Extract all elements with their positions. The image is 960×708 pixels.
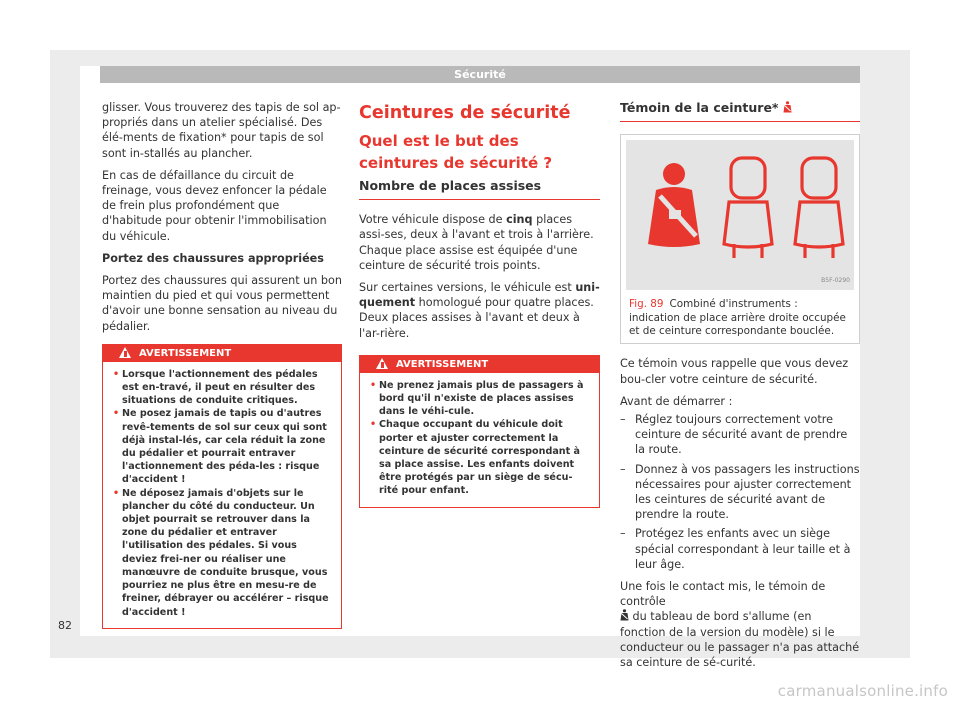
paragraph: Ce témoin vous rappelle que vous devez bou-cler votre ceinture de sécurité. [620, 357, 849, 386]
page-number: 82 [58, 619, 72, 632]
warning-list [103, 368, 341, 619]
instruction-list [620, 412, 860, 572]
paragraph: Avant de démarrer : [620, 394, 733, 408]
list-item: – Protégez les enfants avec un siège spécial correspondant à leur taille et à leur âge. [620, 526, 860, 572]
watermark: carmanualsonline.info [777, 682, 948, 700]
list-item: – Réglez toujours correctement votre ceinture de sécurité avant de prendre la route. [620, 412, 860, 458]
warning-item: • Ne posez jamais de tapis ou d'autres revê-tements de sol sur ceux qui sont déjà instal-lés, car cela réduit la zone du pédalier et pourrait entraver l'actionnement des péda-les : risque d'accident ! [113, 407, 333, 486]
warning-box [102, 344, 342, 629]
warning-title: AVERTISSEMENT [396, 358, 489, 370]
text: Une fois le contact mis, le témoin de contrôle [620, 580, 826, 609]
figure-number: Fig. 89 [629, 298, 664, 311]
paragraph [359, 280, 600, 341]
warning-header [360, 356, 599, 373]
paragraph [620, 579, 860, 670]
section-subtitle: Quel est le but des ceintures de sécurité ? [359, 132, 553, 172]
column-left [102, 100, 342, 629]
warning-item: • Ne déposez jamais d'objets sur le plancher du côté du conducteur. Un objet pourrait se retrouver dans la zone du pédalier et entraver l'utilisation des pédales. Si vous deviez frei-ner ou réaliser une manœuvre de conduite brusque, vous pourriez ne plus être en mesu-re de freiner, débrayer ou accélérer – risque d'accident ! [113, 487, 333, 619]
figure [620, 134, 860, 344]
warning-item: • Lorsque l'actionnement des pédales est en-travé, il peut en résulter des situations de conduite critiques. [113, 368, 333, 408]
section-header: Sécurité [100, 66, 860, 83]
seatbelt-warning-icon [620, 609, 629, 621]
text: Sur certaines versions, le véhicule est [359, 281, 576, 295]
seat-icon [724, 158, 772, 258]
column-middle [359, 100, 600, 508]
seatbelt-warning-icon [783, 101, 792, 113]
warning-triangle-mark [124, 351, 127, 357]
emphasis: cinq [506, 213, 533, 227]
section-title: Ceintures de sécurité [359, 103, 571, 123]
text: Votre véhicule dispose de [359, 213, 507, 227]
warning-triangle-mark [381, 362, 384, 368]
warning-list [360, 379, 599, 498]
warning-box [359, 355, 600, 508]
caption-text: Combiné d'instruments : indication de place arrière droite occupée et de ceinture correspondante bouclée. [629, 298, 846, 338]
paragraph: Portez des chaussures qui assurent un bon maintien du pied et qui vous permettent d'avoir une bonne sensation au niveau du pédalier. [102, 274, 342, 333]
warning-item: • Ne prenez jamais plus de passagers à bord qu'il n'existe de places assises dans le véhi-cule. [370, 379, 591, 419]
emphasis: uni-quement [359, 281, 600, 310]
text: places assi-ses, deux à l'avant et trois à l'arrière. Chaque place assise est équipée d'une ceinture de sécurité trois points. [359, 213, 594, 272]
warning-item: • Chaque occupant du véhicule doit porter et ajuster correctement la ceinture de sécurité correspondant à sa place assise. Les enfants doivent être protégés par un siège de sécu-rité pour enfant. [370, 418, 591, 497]
paragraph: glisser. Vous trouverez des tapis de sol ap-propriés dans un atelier spécialisé. Des élé-ments de fixation* pour tapis de sol sont in-stallés au plancher. [102, 101, 341, 160]
subsection-title [620, 100, 860, 122]
text: du tableau de bord s'allume (en fonction de la version du modèle) si le conducteur ou le passager n'a pas attaché sa ceinture de sé-curité. [620, 610, 860, 670]
figure-image [626, 140, 854, 290]
warning-header [103, 345, 341, 362]
seat-icon [795, 158, 843, 258]
text: homologué pour quatre places. Deux places assises à l'avant et deux à l'ar-rière. [359, 296, 594, 340]
column-right [620, 100, 860, 677]
subheading: Portez des chaussures appropriées [102, 251, 324, 265]
list-item: – Donnez à vos passagers les instructions nécessaires pour ajuster correctement les ceintures de sécurité avant de prendre la route. [620, 462, 860, 523]
figure-code: B5F-0290 [821, 277, 850, 284]
paragraph: En cas de défaillance du circuit de freinage, vous devez enfoncer la pédale de frein plus profondément que d'habitude pour obtenir l'immobilisation du véhicule. [102, 168, 327, 243]
figure-caption [621, 295, 859, 343]
subsection-title: Nombre de places assises [359, 178, 600, 200]
warning-title: AVERTISSEMENT [139, 347, 232, 359]
heading-text: Témoin de la ceinture* [620, 100, 779, 115]
paragraph [359, 212, 600, 273]
seatbelt-indicator-illustration [626, 140, 854, 290]
